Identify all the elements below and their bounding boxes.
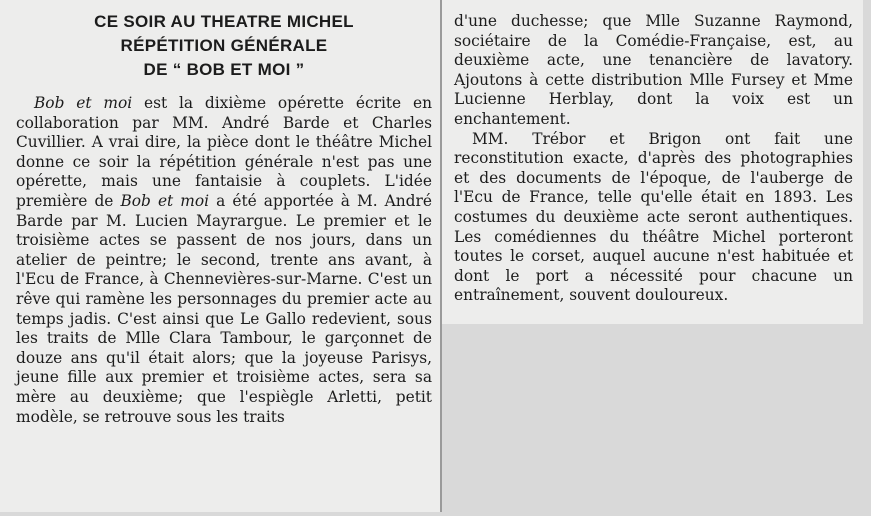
paragraph-1-continued: d'une duchesse; que Mlle Suzanne Raymond, sociétaire de la Comédie-Française, est, au deuxième acte, une tenancière de lavatory. Ajoutons à cette distribution Mlle Fursey et Mme Lucienne Herblay, dont la voix est un enchantement. xyxy=(454,12,853,128)
right-column xyxy=(442,0,863,324)
play-title: Bob et moi xyxy=(34,94,133,112)
paragraph-1 xyxy=(16,94,432,427)
paragraph-1-text-b: a été apportée à M. André Barde par M. Lucien Mayrargue. Le premier et le troisième actes se passent de nos jours, dans un atelier de peintre; le second, trente ans avant, à l'Ecu de France, à Chennevières-sur-Marne. C'est un rêve qui ramène les personnages du premier acte au temps jadis. C'est ainsi que Le Gallo redevient, sous les traits de Mlle Clara Tambour, le garçonnet de douze ans qu'il était alors; que la joyeuse Parisys, jeune fille aux premier et troisième actes, sera sa mère au deuxième; que l'espiègle Arletti, petit modèle, se retrouve sous les traits xyxy=(16,191,433,426)
paragraph-2: MM. Trébor et Brigon ont fait une reconstitution exacte, d'après des photographies et des documents de l'époque, de l'auberge de l'Ecu de France, telle qu'elle était en 1893. Les costumes du deuxième acte seront authentiques. Les comédiennes du théâtre Michel porteront toutes le corset, auquel aucune n'est habituée et dont le port a nécessité pour chacune un entraînement, souvent douloureux. xyxy=(454,129,853,305)
headline-line-3: DE “ BOB ET MOI ” xyxy=(143,60,305,79)
play-title: Bob et moi xyxy=(120,191,210,210)
headline xyxy=(16,10,432,82)
paragraph-1-text-a: est la dixième opérette écrite en collaboration par MM. André Barde et Charles Cuvillier. A vrai dire, la pièce dont le théâtre Michel donne ce soir la répétition générale n'est pas une opérette, mais une fantaisie à couplets. L'idée première de xyxy=(16,94,432,210)
headline-line-1: CE SOIR AU THEATRE MICHEL xyxy=(94,12,354,31)
headline-line-2: RÉPÉTITION GÉNÉRALE xyxy=(120,36,328,55)
